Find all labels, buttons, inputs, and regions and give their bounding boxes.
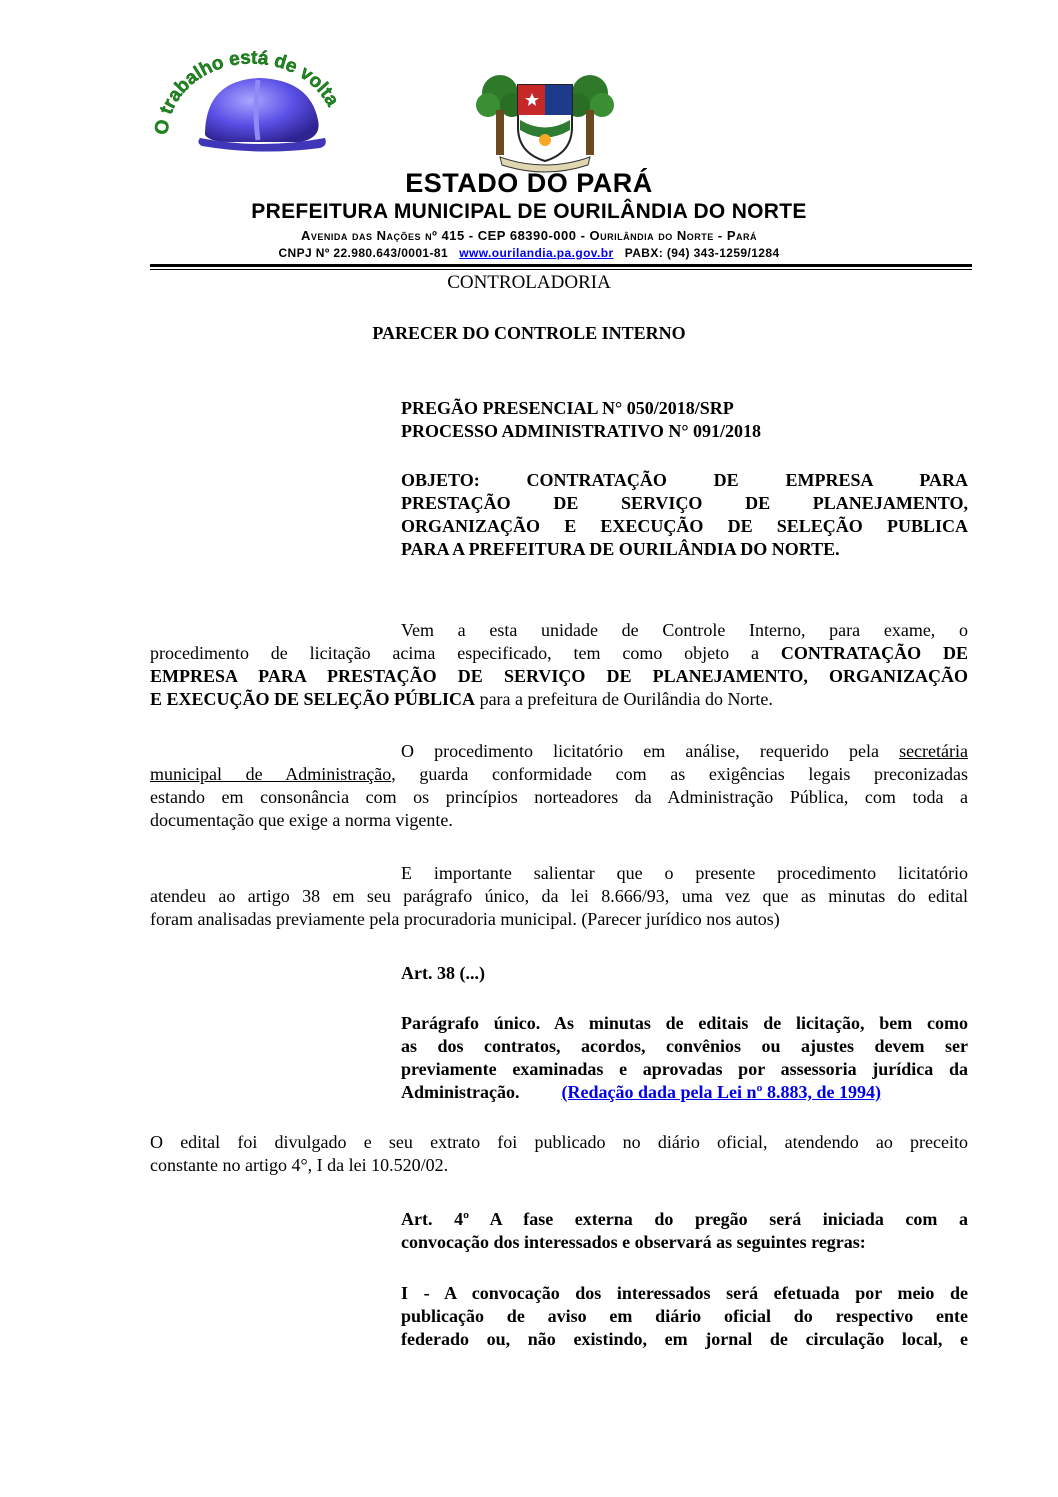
- paragraph-line: documentação que exige a norma vigente.: [150, 810, 453, 830]
- quote-line: [401, 1081, 968, 1104]
- paragraph-3: [150, 862, 968, 931]
- art38-heading: [401, 962, 968, 985]
- quote-text: Administração.: [401, 1082, 520, 1102]
- process-identifiers: [401, 397, 968, 443]
- quote-line: Parágrafo único. As minutas de editais de licitação, bem como: [401, 1013, 968, 1033]
- paragraph-line: [150, 642, 968, 665]
- paragraph-2: [150, 740, 968, 832]
- pregao-number: PREGÃO PRESENCIAL N° 050/2018/SRP: [401, 398, 734, 418]
- paragraph-bold-text: E EXECUÇÃO DE SELEÇÃO PÚBLICA: [150, 689, 476, 709]
- quote-line: federado ou, não existindo, em jornal de circulação local, e: [401, 1329, 968, 1349]
- paragraph-1: [150, 619, 968, 711]
- helmet-slogan: O trabalho está de volta: [151, 50, 343, 136]
- objeto-line: OBJETO: CONTRATAÇÃO DE EMPRESA PARA: [401, 470, 968, 490]
- quote-line: Art. 4º A fase externa do pregão será iniciada com a: [401, 1209, 968, 1229]
- paragraph-line: estando em consonância com os princípios norteadores da Administração Pública, com toda a: [150, 787, 968, 807]
- objeto-line: ORGANIZAÇÃO E EXECUÇÃO DE SELEÇÃO PUBLICA: [401, 516, 968, 536]
- paragraph-text: O procedimento licitatório em análise, requerido pela: [401, 741, 879, 761]
- art4-quote: [401, 1208, 968, 1254]
- paragraph-line: foram analisadas previamente pela procuradoria municipal. (Parecer jurídico nos autos): [150, 909, 780, 929]
- inciso-quote: [401, 1282, 968, 1351]
- contact-line: [0, 246, 1058, 260]
- objeto-line: PARA A PREFEITURA DE OURILÂNDIA DO NORTE.: [401, 539, 840, 559]
- paragraph-line: constante no artigo 4°, I da lei 10.520/02.: [150, 1155, 449, 1175]
- document-title: PARECER DO CONTROLE INTERNO: [372, 323, 686, 343]
- art38-text: Art. 38 (...): [401, 963, 485, 983]
- underlined-text: municipal de Administração: [150, 764, 392, 784]
- address-line: Avenida das Nações nº 415 - CEP 68390-000 - Ourilândia do Norte - Pará: [301, 228, 757, 243]
- paragraph-line: O edital foi divulgado e seu extrato foi publicado no diário oficial, atendendo ao preceito: [150, 1132, 968, 1152]
- paragraph-line: EMPRESA PARA PRESTAÇÃO DE SERVIÇO DE PLANEJAMENTO, ORGANIZAÇÃO: [150, 666, 968, 686]
- paragraph-text: , guarda conformidade com as exigências legais preconizadas: [391, 764, 969, 784]
- paragraph-bold-text: CONTRATAÇÃO DE: [780, 643, 969, 663]
- processo-number: PROCESSO ADMINISTRATIVO N° 091/2018: [401, 421, 762, 441]
- quote-line: I - A convocação dos interessados será efetuada por meio de: [401, 1283, 968, 1303]
- objeto-line: PRESTAÇÃO DE SERVIÇO DE PLANEJAMENTO,: [401, 493, 968, 513]
- paragraph-line: Vem a esta unidade de Controle Interno, para exame, o: [401, 620, 968, 640]
- website-link[interactable]: www.ourilandia.pa.gov.br: [459, 246, 614, 260]
- paragraph-line: [150, 688, 968, 711]
- prefeitura-heading: PREFEITURA MUNICIPAL DE OURILÂNDIA DO NORTE: [251, 200, 807, 223]
- underlined-text: secretária: [899, 741, 969, 761]
- quote-line: publicação de aviso em diário oficial do respectivo ente: [401, 1306, 968, 1326]
- paragraph-text: para a prefeitura de Ourilândia do Norte.: [479, 689, 773, 709]
- paragraph-text: procedimento de licitação acima especificado, tem como objeto a: [150, 643, 759, 663]
- helmet-logo: [150, 50, 350, 160]
- coat-of-arms: [470, 65, 620, 175]
- header-divider: [150, 264, 972, 267]
- quote-line: convocação dos interessados e observará as seguintes regras:: [401, 1232, 866, 1252]
- paragraph-line: atendeu ao artigo 38 em seu parágrafo único, da lei 8.666/93, uma vez que as minutas do edital: [150, 886, 968, 906]
- paragraph-line: E importante salientar que o presente procedimento licitatório: [401, 863, 968, 883]
- paragraph-line: [150, 740, 968, 763]
- law-reference-link[interactable]: (Redação dada pela Lei nº 8.883, de 1994): [561, 1082, 881, 1102]
- paragraph-line: [150, 763, 968, 786]
- quote-line: as dos contratos, acordos, convênios ou ajustes devem ser: [401, 1036, 968, 1056]
- department-heading: CONTROLADORIA: [447, 272, 611, 293]
- paragrafo-unico-quote: [401, 1012, 968, 1104]
- header-divider-thin: [150, 269, 972, 270]
- state-heading: ESTADO DO PARÁ: [405, 168, 653, 198]
- cnpj-text: CNPJ Nº 22.980.643/0001-81: [278, 246, 449, 260]
- quote-line: previamente examinadas e aprovadas por assessoria jurídica da: [401, 1059, 968, 1079]
- phone-text: PABX: (94) 343-1259/1284: [624, 246, 780, 260]
- paragraph-4: [150, 1131, 968, 1177]
- objeto-block: [401, 469, 968, 561]
